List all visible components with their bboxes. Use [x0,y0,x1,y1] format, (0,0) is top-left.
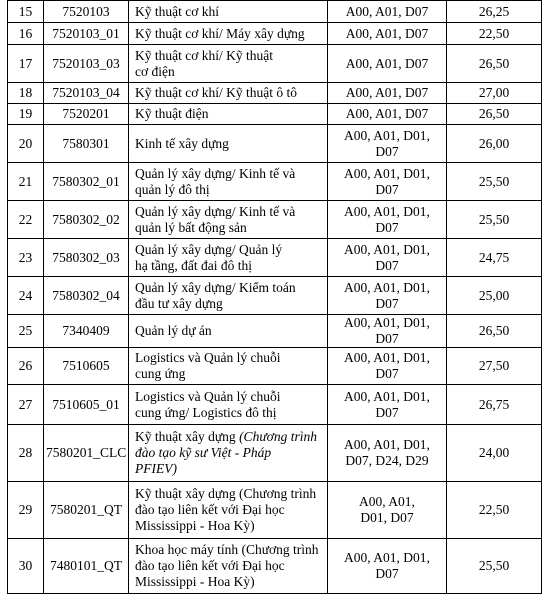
cutoff-score: 27,50 [447,348,542,385]
subject-combinations: A00, A01, D01, D07 [328,201,447,239]
row-number: 15 [8,1,44,23]
subject-combinations: A00, A01, D07 [328,1,447,23]
cutoff-score: 25,00 [447,277,542,315]
program-code: 7340409 [44,315,129,348]
row-number: 30 [8,539,44,594]
program-name: Logistics và Quản lý chuỗi cung ứng [129,348,328,385]
subject-combinations: A00, A01, D01, D07 [328,539,447,594]
program-code: 7580201_CLC [44,425,129,482]
program-code: 7580302_03 [44,239,129,277]
table-row [8,277,542,315]
row-number: 20 [8,125,44,163]
table-row [8,239,542,277]
cutoff-score: 27,00 [447,83,542,104]
subject-combinations: A00, A01, D07 [328,83,447,104]
table-row [8,104,542,125]
cutoff-score: 26,50 [447,45,542,83]
program-name: Quản lý dự án [129,315,328,348]
program-name: Khoa học máy tính (Chương trình đào tạo liên kết với Đại học Mississippi - Hoa Kỳ) [129,539,328,594]
row-number: 17 [8,45,44,83]
subject-combinations: A00, A01, D01, D07 [328,239,447,277]
row-number: 21 [8,163,44,201]
subject-combinations: A00, A01, D01, D07 [328,277,447,315]
row-number: 24 [8,277,44,315]
subject-combinations: A00, A01, D01, D07 [328,482,447,539]
program-name: Logistics và Quản lý chuỗi cung ứng/ Logistics đô thị [129,385,328,425]
admission-score-table [7,0,542,594]
cutoff-score: 24,00 [447,425,542,482]
program-name: Kỹ thuật xây dựng (Chương trình đào tạo liên kết với Đại học Mississippi - Hoa Kỳ) [129,482,328,539]
row-number: 23 [8,239,44,277]
program-code: 7520103_03 [44,45,129,83]
row-number: 18 [8,83,44,104]
subject-combinations: A00, A01, D07 [328,104,447,125]
program-code: 7520103_01 [44,23,129,45]
cutoff-score: 24,75 [447,239,542,277]
cutoff-score: 22,50 [447,482,542,539]
cutoff-score: 22,50 [447,23,542,45]
table-row [8,315,542,348]
subject-combinations: A00, A01, D01, D07 [328,315,447,348]
program-code: 7580201_QT [44,482,129,539]
program-name: Kỹ thuật cơ khí/ Máy xây dựng [129,23,328,45]
table-row [8,201,542,239]
cutoff-score: 25,50 [447,201,542,239]
program-name: Quản lý xây dựng/ Kinh tế và quản lý bất động sản [129,201,328,239]
program-name: Kỹ thuật cơ khí/ Kỹ thuật ô tô [129,83,328,104]
cutoff-score: 26,50 [447,104,542,125]
program-code: 7580302_02 [44,201,129,239]
table-row [8,385,542,425]
program-name: Kinh tế xây dựng [129,125,328,163]
program-name: Kỹ thuật cơ khí/ Kỹ thuật cơ điện [129,45,328,83]
subject-combinations: A00, A01, D01, D07 [328,385,447,425]
table-row [8,125,542,163]
program-name: Quản lý xây dựng/ Kiểm toán đầu tư xây dựng [129,277,328,315]
subject-combinations: A00, A01, D07 [328,23,447,45]
program-name: Kỹ thuật xây dựng (Chương trình đào tạo kỹ sư Việt - Pháp PFIEV) [129,425,328,482]
program-name: Kỹ thuật điện [129,104,328,125]
cutoff-score: 26,00 [447,125,542,163]
program-code: 7580302_01 [44,163,129,201]
table-row [8,348,542,385]
cutoff-score: 26,75 [447,385,542,425]
cutoff-score: 25,50 [447,539,542,594]
subject-combinations: A00, A01, D01, D07 [328,163,447,201]
table-row [8,1,542,23]
program-code: 7510605_01 [44,385,129,425]
subject-combinations: A00, A01, D01, D07 [328,348,447,385]
row-number: 26 [8,348,44,385]
program-code: 7520103 [44,1,129,23]
table-row [8,45,542,83]
program-code: 7580302_04 [44,277,129,315]
program-code: 7510605 [44,348,129,385]
table-row [8,83,542,104]
row-number: 29 [8,482,44,539]
subject-combinations: A00, A01, D07 [328,45,447,83]
table-row [8,425,542,482]
cutoff-score: 26,25 [447,1,542,23]
table-row [8,539,542,594]
program-name: Kỹ thuật cơ khí [129,1,328,23]
program-name: Quản lý xây dựng/ Kinh tế và quản lý đô thị [129,163,328,201]
row-number: 25 [8,315,44,348]
row-number: 27 [8,385,44,425]
row-number: 22 [8,201,44,239]
subject-combinations: A00, A01, D01, D07, D24, D29 [328,425,447,482]
program-code: 7580301 [44,125,129,163]
subject-combinations: A00, A01, D01, D07 [328,125,447,163]
table-row [8,23,542,45]
cutoff-score: 25,50 [447,163,542,201]
program-code: 7520201 [44,104,129,125]
program-code: 7480101_QT [44,539,129,594]
table-row [8,482,542,539]
row-number: 28 [8,425,44,482]
program-name: Quản lý xây dựng/ Quản lý hạ tầng, đất đai đô thị [129,239,328,277]
table-row [8,163,542,201]
row-number: 19 [8,104,44,125]
program-code: 7520103_04 [44,83,129,104]
cutoff-score: 26,50 [447,315,542,348]
row-number: 16 [8,23,44,45]
